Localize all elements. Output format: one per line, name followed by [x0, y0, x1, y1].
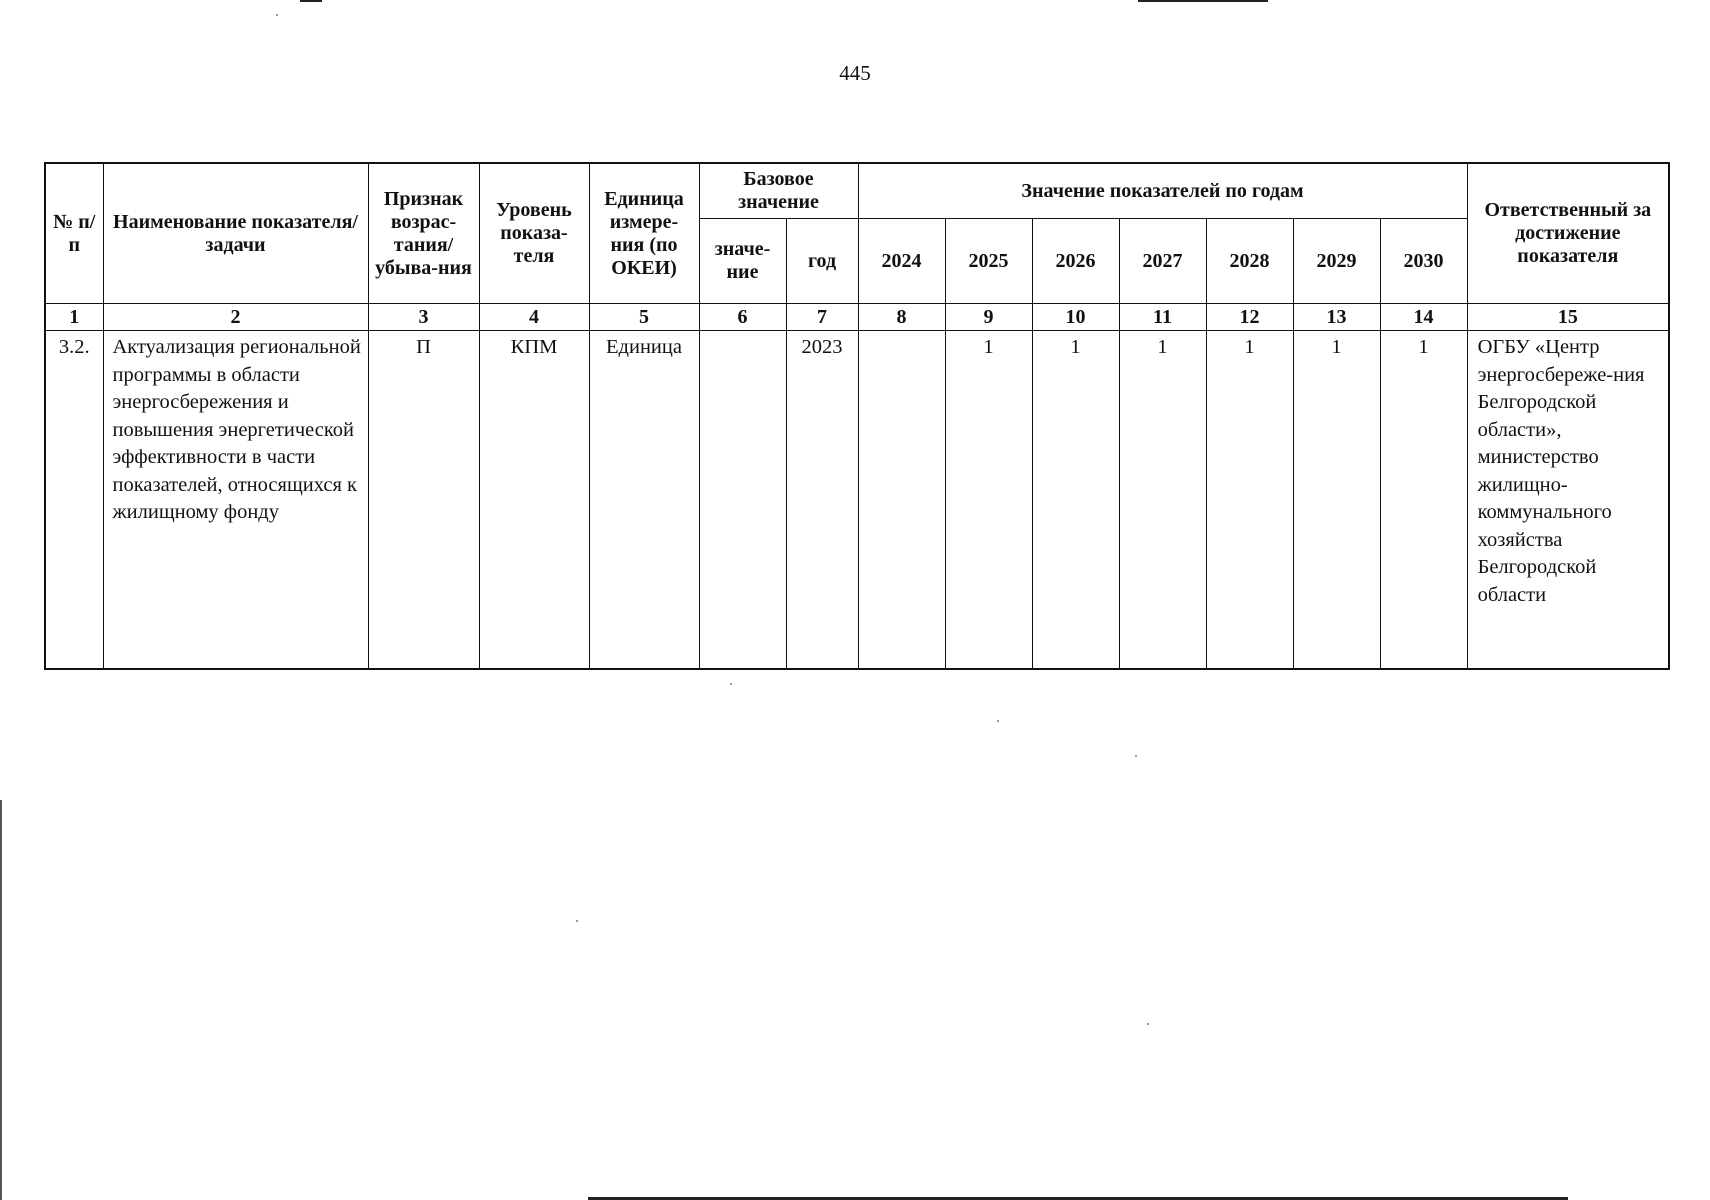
row-year-value: 1 [1206, 331, 1293, 670]
scan-edge-line-left [0, 800, 2, 1200]
row-year-value: 1 [1380, 331, 1467, 670]
page-number: 445 [839, 61, 871, 85]
header-year: 2027 [1119, 219, 1206, 304]
header-level: Уровень показа-теля [479, 163, 589, 304]
header-trend: Признак возрас-тания/ убыва-ния [368, 163, 479, 304]
scan-speck [1147, 1023, 1149, 1025]
header-row-top [45, 163, 1669, 219]
row-year-value: 1 [945, 331, 1032, 670]
scan-edge-line-top-left [300, 0, 322, 2]
column-number: 8 [858, 304, 945, 331]
table-row [45, 331, 1669, 670]
scan-speck [997, 720, 999, 722]
column-number: 13 [1293, 304, 1380, 331]
row-level: КПМ [479, 331, 589, 670]
scan-speck [576, 920, 578, 922]
column-number: 2 [103, 304, 368, 331]
row-year-value: 1 [1119, 331, 1206, 670]
column-number-row [45, 304, 1669, 331]
header-year: 2025 [945, 219, 1032, 304]
column-number: 7 [786, 304, 858, 331]
scan-speck [1135, 755, 1137, 757]
header-year: 2028 [1206, 219, 1293, 304]
header-num: № п/п [45, 163, 103, 304]
column-number: 3 [368, 304, 479, 331]
column-number: 14 [1380, 304, 1467, 331]
row-responsible: ОГБУ «Центр энергосбереже-ния Белгородской области», министерство жилищно-коммунального хозяйства Белгородской области [1467, 331, 1669, 670]
row-name: Актуализация региональной программы в области энергосбережения и повышения энергетической эффективности в части показателей, относящихся к жилищному фонду [103, 331, 368, 670]
column-number: 4 [479, 304, 589, 331]
column-number: 1 [45, 304, 103, 331]
header-base: Базовое значение [699, 163, 858, 219]
header-base-year: год [786, 219, 858, 304]
header-year: 2026 [1032, 219, 1119, 304]
header-responsible: Ответственный за достижение показателя [1467, 163, 1669, 304]
scan-speck [730, 683, 732, 685]
row-trend: П [368, 331, 479, 670]
row-base-value [699, 331, 786, 670]
column-number: 10 [1032, 304, 1119, 331]
header-years-group: Значение показателей по годам [858, 163, 1467, 219]
scan-edge-line-top-right [1138, 0, 1268, 2]
row-unit: Единица [589, 331, 699, 670]
row-num: 3.2. [45, 331, 103, 670]
header-year: 2029 [1293, 219, 1380, 304]
column-number: 15 [1467, 304, 1669, 331]
column-number: 11 [1119, 304, 1206, 331]
header-unit: Единица измере-ния (по ОКЕИ) [589, 163, 699, 304]
row-year-value: 1 [1293, 331, 1380, 670]
row-year-value: 1 [1032, 331, 1119, 670]
scan-speck [276, 14, 278, 16]
column-number: 5 [589, 304, 699, 331]
header-year: 2024 [858, 219, 945, 304]
column-number: 9 [945, 304, 1032, 331]
indicators-table [44, 162, 1670, 670]
row-base-year: 2023 [786, 331, 858, 670]
header-name: Наименование показателя/задачи [103, 163, 368, 304]
column-number: 12 [1206, 304, 1293, 331]
header-base-value: значе-ние [699, 219, 786, 304]
header-year: 2030 [1380, 219, 1467, 304]
column-number: 6 [699, 304, 786, 331]
row-year-value [858, 331, 945, 670]
